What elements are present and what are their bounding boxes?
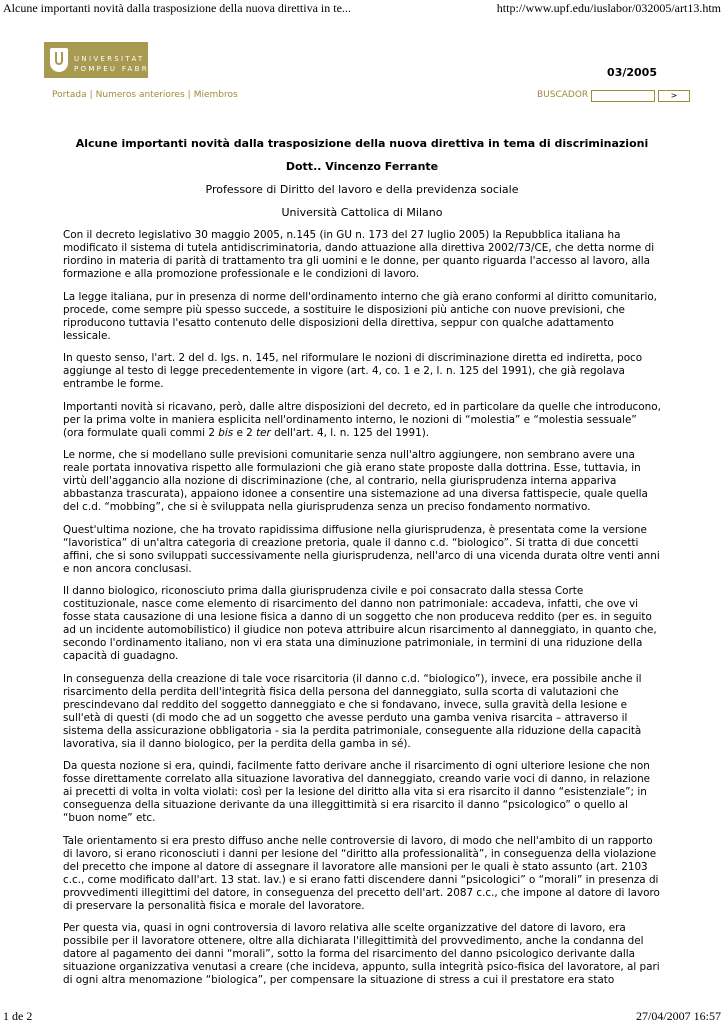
paragraph: Con il decreto legislativo 30 maggio 2005, n.145 (in GU n. 173 del 27 luglio 2005) la Repubblica italiana ha modificato il sistema di tutela antidiscriminatoria, dando attuazione alla direttiva 2002/73/CE, che detta norme di riordino in materia di parità di trattamento tra gli uomini e le donne, per quanto riguarda l'accesso al lavoro, alla formazione e alla promozione professionale e le condizioni di lavoro. — [63, 229, 655, 280]
print-header — [0, 0, 724, 18]
paragraph: Quest'ultima nozione, che ha trovato rapidissima diffusione nella giurisprudenza, è presentata come la versione “lavoristica” di un'altra categoria di creazione pretoria, quale il danno c.d. “biologico”. Si tratta di due concetti affini, che si sono sviluppati successivamente nella giurisprudenza, nell'arco di una vicenda durata oltre venti anni e non ancora conclusasi. — [63, 523, 660, 575]
top-navigation — [52, 90, 238, 100]
nav-separator: | — [187, 90, 191, 100]
nav-link-miembros[interactable]: Miembros — [193, 90, 238, 100]
university-seal-icon — [50, 48, 68, 72]
article-author: Dott.. Vincenzo Ferrante — [285, 160, 439, 173]
paragraph: Per questa via, quasi in ogni controversia di lavoro relativa alle scelte organizzative del datore di lavoro, era possibile per il lavoratore ottenere, oltre alla dichiarata l'illegittimità del provvedimento, anche la condanna del datore al pagamento dei danni “morali”, sotto la forma del risarcimento del danno psicologico derivante dalla situazione organizzativa venutasi a creare (che incideva, appunto, sulla integrità psico-fisica del lavoratore, al pari di ogni altra menomazione “biologica”, per compensare la situazione di stress a cui il prestatore era stato — [63, 922, 660, 986]
paragraph-text: dell'art. 4, l. n. 125 del 1991). — [270, 426, 430, 439]
paragraph-text: e 2 — [233, 426, 257, 439]
author-institution: Università Cattolica di Milano — [281, 206, 443, 219]
paragraph: In conseguenza della creazione di tale voce risarcitoria (il danno c.d. “biologico”), invece, era possibile anche il risarcimento della perdita dell'integrità fisica della persona del danneggiato, sulla scorta di valutazioni che prescindevano dal reddito del soggetto danneggiato e che si fondavano, invece, sulla gravità della lesione e sull'età di questi (di modo che ad un soggetto che avesse perduto una gamba veniva risarcita – attraverso il sistema della assicurazione obbligatoria - sia la perdita patrimoniale, conseguente alla riduzione della capacità lavorativa, sia il danno biologico, per la perdita della gamba in sé). — [63, 672, 642, 750]
paragraph: Le norme, che si modellano sulle previsioni comunitarie senza null'altro aggiungere, non sembrano avere una reale portata innovativa rispetto alle formulazioni che già erano state proposte dalla dottrina. Esse, tuttavia, in virtù dell'aggancio alla nozione di discriminazione (che, al contrario, nella giurisprudenza interna appariva abbastanza trascurata), appaiono idonee a consentire una sistemazione ad una diversa fattispecie, quale quella del c.d. “mobbing”, che si è sviluppata nella giurisprudenza senza un preciso fondamento normativo. — [63, 449, 648, 513]
search-label: BUSCADOR — [537, 90, 589, 100]
search-input[interactable] — [591, 90, 655, 102]
print-header-url: http://www.upf.edu/iuslabor/032005/art13.htm — [496, 1, 721, 15]
article-title: Alcune importanti novità dalla trasposizione della nuova direttiva in tema di discriminazioni — [75, 137, 649, 150]
paragraph: Tale orientamento si era presto diffuso anche nelle controversie di lavoro, di modo che nell'ambito di un rapporto di lavoro, si erano riconosciuti i danni per lesione del “diritto alla professionalità”, in conseguenza della violazione del precetto che impone al datore di assegnare il lavoratore alle mansioni per le quali è stato assunto (art. 2103 c.c., come modificato dall'art. 13 stat. lav.) e si erano fatti discendere danni “psicologici” o “morali” in presenza di provvedimenti illegittimi del datore, in conseguenza del precetto dell'art. 2087 c.c., che impone al datore di lavoro di preservare la personalità fisica e morale del lavoratore. — [63, 834, 660, 912]
nav-link-portada[interactable]: Portada — [52, 90, 87, 100]
paragraph: In questo senso, l'art. 2 del d. lgs. n. 145, nel riformulare le nozioni di discriminazione diretta ed indiretta, poco aggiunge al testo di legge precedentemente in vigore (art. 4, co. 1 e 2, l. n. 125 del 1991), che già regolava entrambe le forme. — [63, 352, 643, 390]
logo-text-line1: UNIVERSITAT — [74, 55, 145, 63]
paragraph-italic-text: bis — [218, 426, 234, 439]
nav-separator: | — [89, 90, 93, 100]
paragraph-text: Importanti novità si ricavano, però, dalle altre disposizioni del decreto, ed in particolare da quelle che introducono, per la prima volte in maniera esplicita nell'ordinamento interno, le nozioni di “molestia” e “molestia sessuale” (ora formulate quali commi 2 — [63, 400, 661, 439]
print-header-title: Alcune importanti novità dalla trasposizione della nuova direttiva in te... — [3, 1, 351, 15]
nav-link-numeros-anteriores[interactable]: Numeros anteriores — [95, 90, 185, 100]
article-body — [63, 229, 661, 997]
paragraph — [63, 401, 661, 440]
paragraph-italic-text: ter — [256, 426, 271, 439]
paragraph: Da questa nozione si era, quindi, facilmente fatto derivare anche il risarcimento di ogni ulteriore lesione che non fosse direttamente correlato alla situazione lavorativa del danneggiato, creando varie voci di danno, in relazione ai precetti di volta in volta violati: così per la lesione del diritto alla vita si era risarcito il danno “esistenziale”; in conseguenza della situazione derivante da una illeggittimità si era risarcito il danno “psicologico” o quello al “buon nome” etc. — [63, 760, 651, 824]
logo-text-line2: POMPEU FABRA — [74, 65, 156, 73]
paragraph: La legge italiana, pur in presenza di norme dell'ordinamento interno che già erano conformi al diritto comunitario, procede, come sempre più spesso succede, a sostituire le disposizioni più antiche con nuove previsioni, che riproducono tuttavia l'esatto contenuto delle disposizioni della direttiva, seppur con qualche adattamento lessicale. — [63, 290, 657, 342]
page-count: 1 de 2 — [3, 1009, 33, 1023]
issue-number: 03/2005 — [607, 66, 657, 79]
print-footer — [0, 1006, 724, 1024]
paragraph: Il danno biologico, riconosciuto prima dalla giurisprudenza civile e poi consacrato dalla stessa Corte costituzionale, nasce come elemento di risarcimento del danno non patrimoniale: accadeva, infatti, che ove vi fosse stata causazione di una lesione fisica a danno di un soggetto che non produceva reddito (per es. in seguito ad un incidente automobilistico) il giudice non poteva attribuire alcun risarcimento al danneggiato, in quanto che, secondo l'ordinamento italiano, non vi era stata una diminuzione patrimoniale, in termini di una riduzione della capacità di guadagno. — [63, 585, 657, 662]
author-position: Professore di Diritto del lavoro e della previdenza sociale — [205, 183, 519, 196]
print-timestamp: 27/04/2007 16:57 — [635, 1009, 721, 1023]
university-logo[interactable] — [44, 42, 156, 78]
search-submit-button[interactable]: > — [658, 90, 690, 102]
